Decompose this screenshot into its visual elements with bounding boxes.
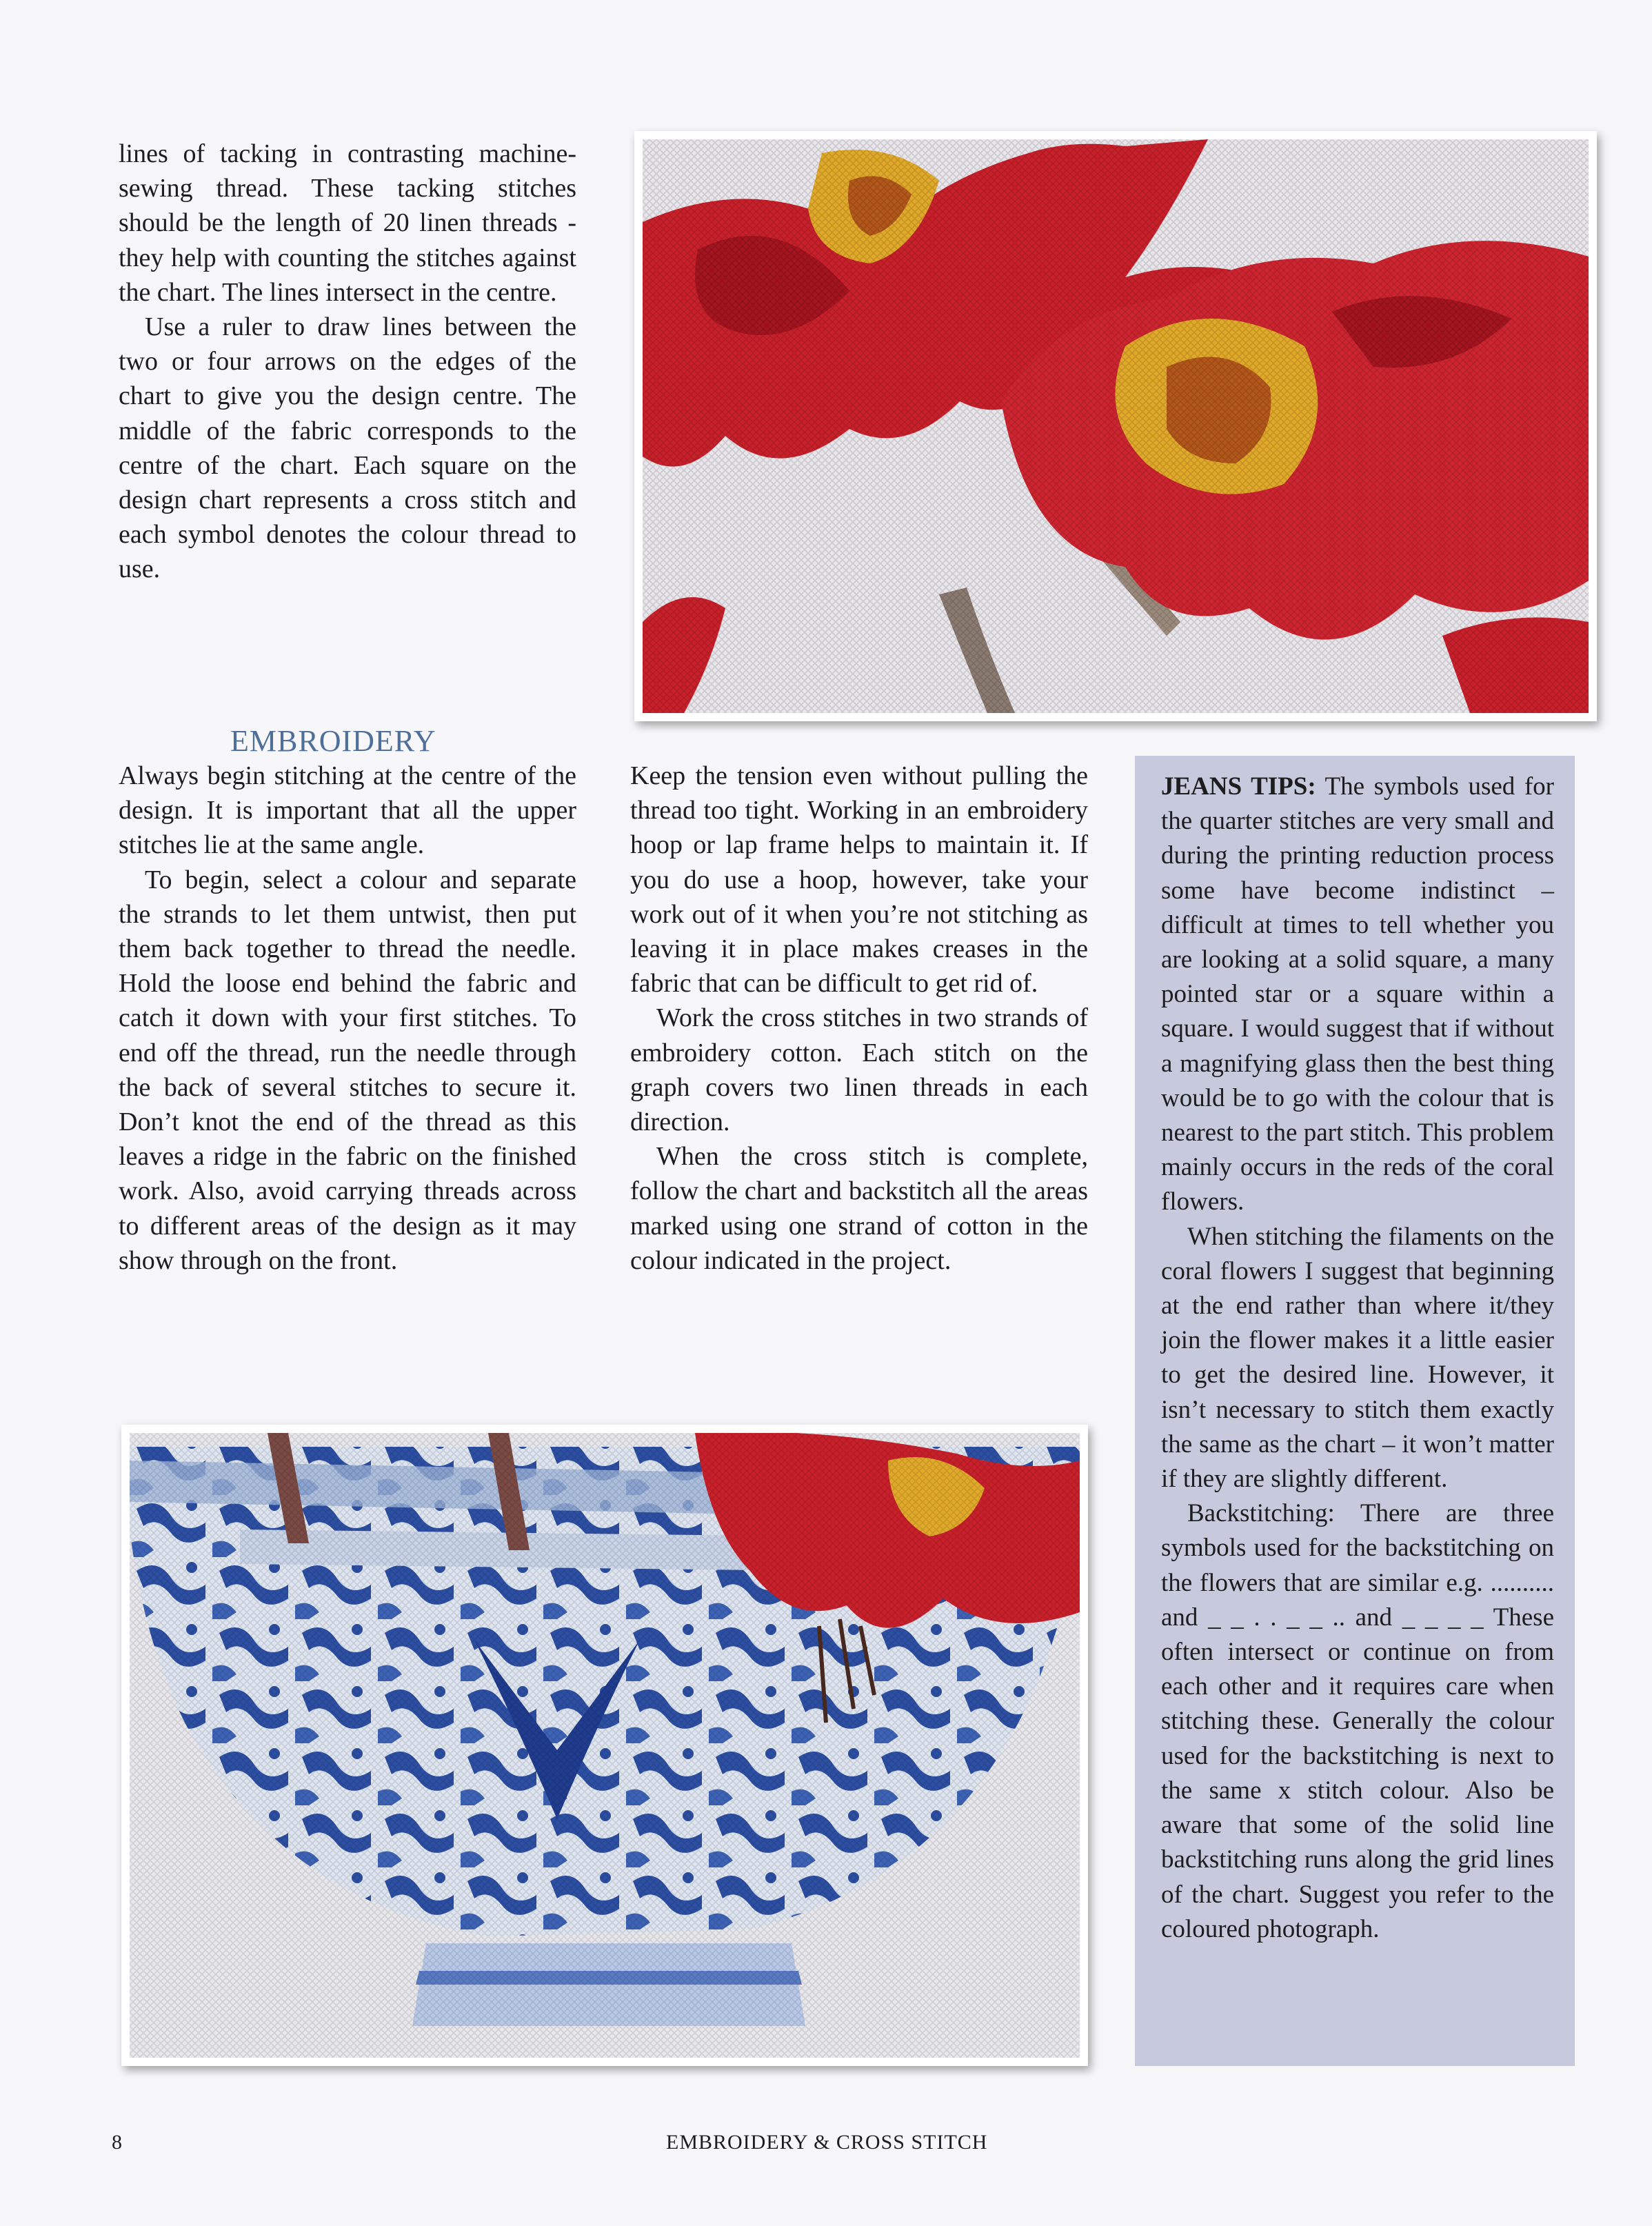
- tips-title: JEANS TIPS:: [1161, 772, 1316, 801]
- tips-paragraph: Backstitching: There are three symbols used for the backstitching on the flowers that are similar e.g. .......... and _ _ . . _ _ .. and _ _ _ _ These often intersect or continue on from each other and it requires care when stitching these. Generally the colour used for the backstitching is next to the same x stitch colour. Also be aware that some of the solid line backstitching runs along the grid lines of the chart. Suggest you refer to the coloured photograph.: [1161, 1499, 1554, 1943]
- section-heading-embroidery: EMBROIDERY: [230, 724, 436, 758]
- tips-text-first: The symbols used for the quarter stitches are very small and during the printing reduction process some have become indistinct – difficult at times to tell whether you are looking at a solid square, a many pointed star or a square within a square. I would suggest that if without a magnifying glass then the best thing would be to go with the colour that is nearest to the part stitch. This problem mainly occurs in the reds of the coral flowers.: [1161, 772, 1554, 1216]
- embroidery-left-column: [119, 759, 576, 1278]
- jeans-tips-box: [1135, 756, 1575, 2066]
- intro-paragraph: lines of tacking in contrasting machine-sewing thread. These tacking stitches should be the length of 20 linen threads - they help with counting the stitches against the chart. The lines intersect in the centre.: [119, 139, 576, 307]
- body-paragraph: Always begin stitching at the centre of the design. It is important that all the upper stitches lie at the same angle.: [119, 761, 576, 860]
- running-footer: EMBROIDERY & CROSS STITCH: [666, 2131, 988, 2154]
- tips-text: [1161, 770, 1554, 1947]
- intro-paragraph: Use a ruler to draw lines between the two or four arrows on the edges of the chart to give you the design centre. The middle of the fabric corresponds to the centre of the chart. Each square on the design chart represents a cross stitch and each symbol denotes the colour thread to use.: [119, 312, 576, 584]
- tips-paragraph: When stitching the filaments on the coral flowers I suggest that beginning at the end rather than where it/they join the flower makes it a little easier to get the desired line. However, it isn’t necessary to stitch them exactly the same as the chart – it won’t matter if they are slightly different.: [1161, 1222, 1554, 1494]
- tips-paragraph: [1161, 770, 1554, 1220]
- blue-bowl-image: [130, 1433, 1080, 2058]
- page-number: 8: [112, 2131, 123, 2154]
- blue-bowl-photo: [121, 1425, 1088, 2066]
- coral-flowers-image: [643, 139, 1589, 713]
- embroidery-middle-column: [630, 759, 1088, 1278]
- body-paragraph: To begin, select a colour and separate the strands to let them untwist, then put them back together to thread the needle. Hold the loose end behind the fabric and catch it down with your first stitches. To end off the thread, run the needle through the back of several stitches to secure it. Don’t knot the end of the thread as this leaves a ridge in the fabric on the finished work. Also, avoid carrying threads across to different areas of the design as it may show through on the front.: [119, 865, 576, 1275]
- body-paragraph: Keep the tension even without pulling the thread too tight. Working in an embroidery hoop or lap frame helps to maintain it. If you do use a hoop, however, take your work out of it when you’re not stitching as leaving it in place makes creases in the fabric that can be difficult to get rid of.: [630, 761, 1088, 999]
- body-paragraph: Work the cross stitches in two strands of embroidery cotton. Each stitch on the graph covers two linen threads in each direction.: [630, 1003, 1088, 1137]
- intro-text-column: [119, 137, 576, 587]
- body-paragraph: When the cross stitch is complete, follow the chart and backstitch all the areas marked using one strand of cotton in the colour indicated in the project.: [630, 1142, 1088, 1275]
- coral-flowers-photo: [634, 131, 1597, 721]
